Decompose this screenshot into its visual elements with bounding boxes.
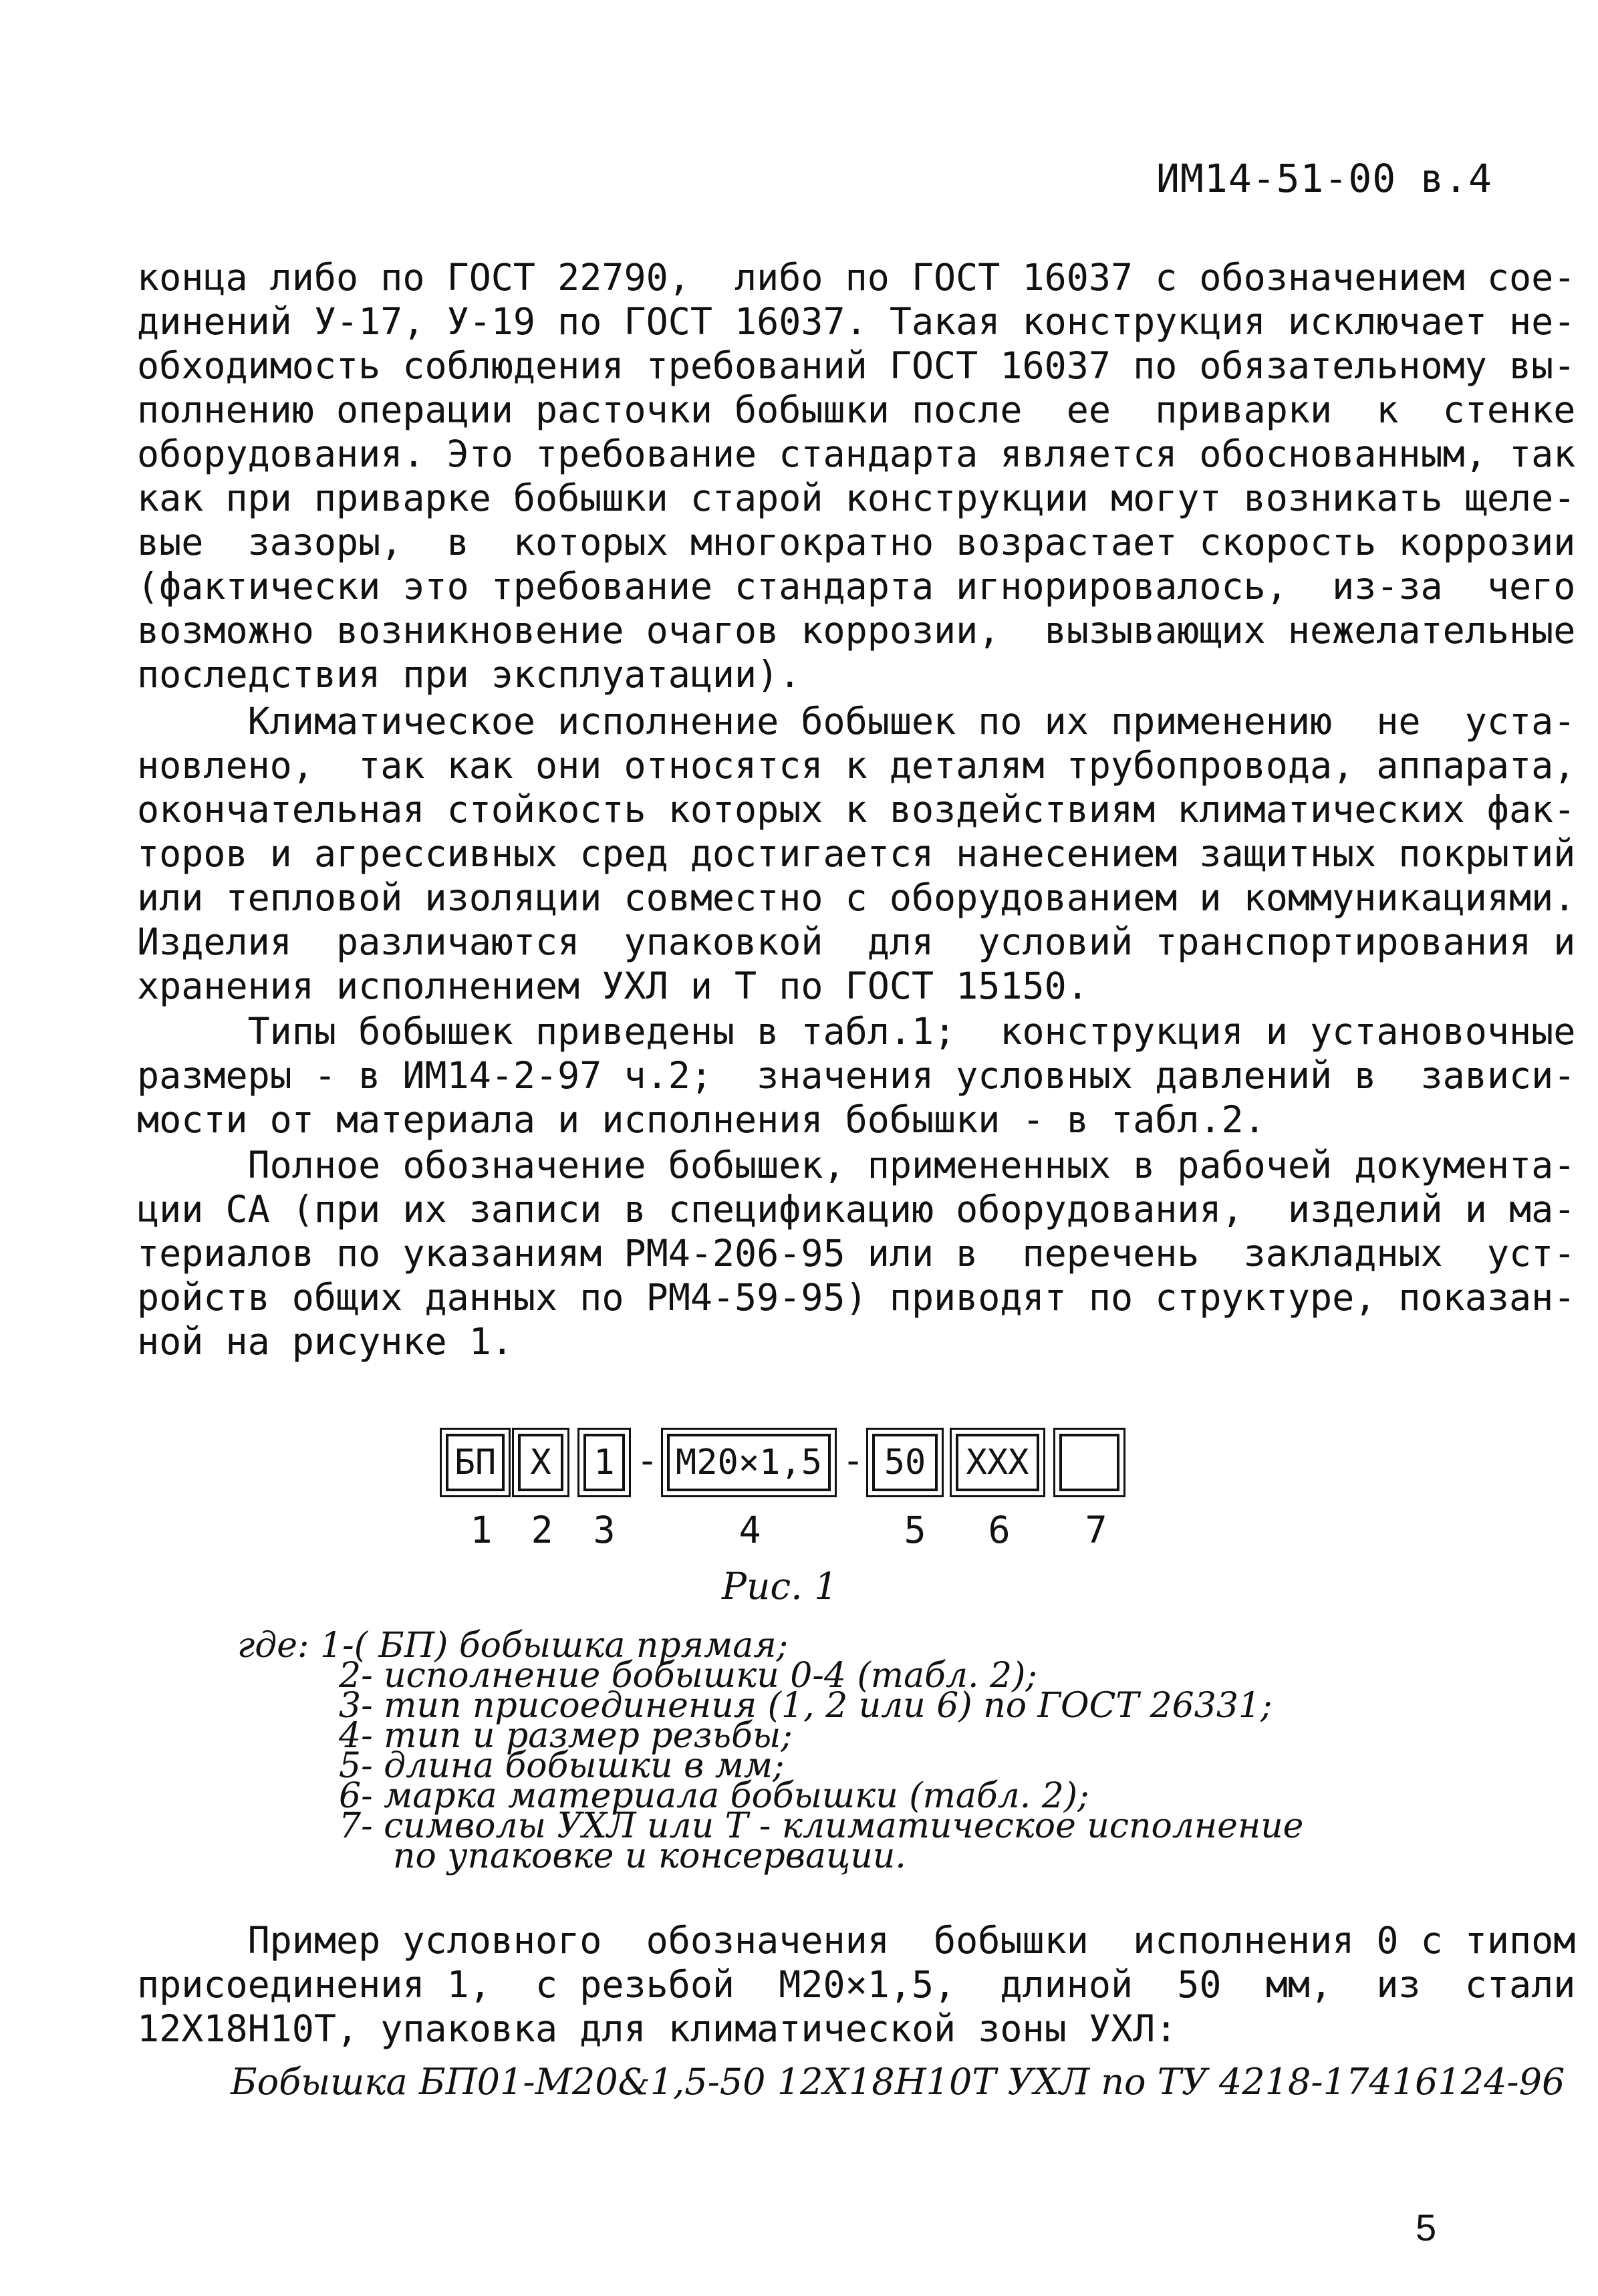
legend-line: по упаковке и консервации.	[393, 1836, 906, 1876]
text-line: Типы бобышек приведены в табл.1; конструкция и установочные	[137, 1010, 1576, 1053]
figure-dash: -	[842, 1439, 865, 1482]
legend-line: где: 1-( БП) бобышка прямая;	[237, 1626, 789, 1666]
figure-box-7	[1059, 1434, 1119, 1491]
text-line: как при приварке бобышки старой конструкции могут возникать щеле-	[137, 477, 1576, 519]
text-line: ции СА (при их записи в спецификацию оборудования, изделий и ма-	[137, 1188, 1576, 1231]
text-line: присоединения 1, с резьбой М20×1,5, длиной 50 мм, из стали	[137, 1963, 1576, 2006]
text-line: мости от материала и исполнения бобышки - в табл.2.	[137, 1098, 1266, 1141]
text-line: торов и агрессивных сред достигается нанесением защитных покрытий	[137, 832, 1576, 875]
legend-line: 2- исполнение бобышки 0-4 (табл. 2);	[339, 1656, 1037, 1696]
figure-dash: -	[636, 1439, 659, 1482]
text-line: Изделия различаются упаковкой для условий транспортирования и	[137, 920, 1576, 963]
text-line: обходимость соблюдения требований ГОСТ 16037 по обязательному вы-	[137, 344, 1576, 387]
text-line: последствия при эксплуатации).	[137, 653, 801, 696]
figure-number: 3	[593, 1509, 616, 1551]
figure-box-4: М20×1,5	[667, 1434, 831, 1491]
legend-line: 6- марка материала бобышки (табл. 2);	[339, 1776, 1089, 1816]
text-line: или тепловой изоляции совместно с оборудованием и коммуникациями.	[137, 876, 1576, 919]
text-line: полнению операции расточки бобышки после ее приварки к стенке	[137, 388, 1576, 431]
legend-line: 7- символы УХЛ или Т - климатическое исполнение	[339, 1806, 1304, 1846]
text-line: Пример условного обозначения бобышки исполнения 0 с типом	[137, 1919, 1576, 1962]
document-code: ИМ14-51-00 в.4	[1156, 156, 1492, 201]
figure-number: 5	[904, 1509, 926, 1551]
text-line: динений У-17, У-19 по ГОСТ 16037. Такая конструкция исключает не-	[137, 300, 1576, 343]
figure-box-2: Х	[518, 1434, 563, 1491]
legend-line: 4- тип и размер резьбы;	[339, 1716, 793, 1756]
figure-box-1: БП	[446, 1434, 505, 1491]
text-line: размеры - в ИМ14-2-97 ч.2; значения условных давлений в зависи-	[137, 1054, 1576, 1097]
text-line: хранения исполнением УХЛ и Т по ГОСТ 15150.	[137, 965, 1089, 1007]
figure-number: 1	[470, 1509, 493, 1551]
figure-caption: Рис. 1	[722, 1565, 838, 1608]
figure-box-6: ХХХ	[956, 1434, 1039, 1491]
text-line: ройств общих данных по РМ4-59-95) приводят по структуре, показан-	[137, 1276, 1576, 1319]
text-line: 12Х18Н10Т, упаковка для климатической зоны УХЛ:	[137, 2007, 1178, 2050]
text-line: вые зазоры, в которых многократно возрастает скорость коррозии	[137, 521, 1576, 563]
text-line: оборудования. Это требование стандарта является обоснованным, так	[137, 432, 1576, 475]
legend-line: 3- тип присоединения (1, 2 или 6) по ГОСТ 26331;	[339, 1686, 1273, 1726]
text-line: Полное обозначение бобышек, примененных в рабочей документа-	[137, 1144, 1576, 1186]
figure-number: 2	[531, 1509, 553, 1551]
text-line: териалов по указаниям РМ4-206-95 или в перечень закладных уст-	[137, 1232, 1576, 1275]
figure-box-5: 50	[872, 1434, 938, 1491]
figure-number: 4	[739, 1509, 761, 1551]
text-line: ной на рисунке 1.	[137, 1320, 513, 1363]
figure-number: 6	[988, 1509, 1011, 1551]
text-line: окончательная стойкость которых к воздействиям климатических фак-	[137, 788, 1576, 831]
figure-box-3: 1	[583, 1434, 625, 1491]
example-designation: Бобышка БП01-М20&1,5-50 12Х18Н10Т УХЛ по ТУ 4218-17416124-96	[231, 2061, 1565, 2103]
text-line: Климатическое исполнение бобышек по их применению не уста-	[137, 700, 1576, 743]
text-line: возможно возникновение очагов коррозии, вызывающих нежелательные	[137, 609, 1576, 652]
text-line: новлено, так как они относятся к деталям трубопровода, аппарата,	[137, 744, 1576, 787]
text-line: конца либо по ГОСТ 22790, либо по ГОСТ 16037 с обозначением сое-	[137, 256, 1576, 299]
text-line: (фактически это требование стандарта игнорировалось, из-за чего	[137, 565, 1576, 608]
page-number: 5	[1416, 2206, 1437, 2249]
legend-line: 5- длина бобышки в мм;	[339, 1746, 785, 1786]
figure-number: 7	[1085, 1509, 1107, 1551]
